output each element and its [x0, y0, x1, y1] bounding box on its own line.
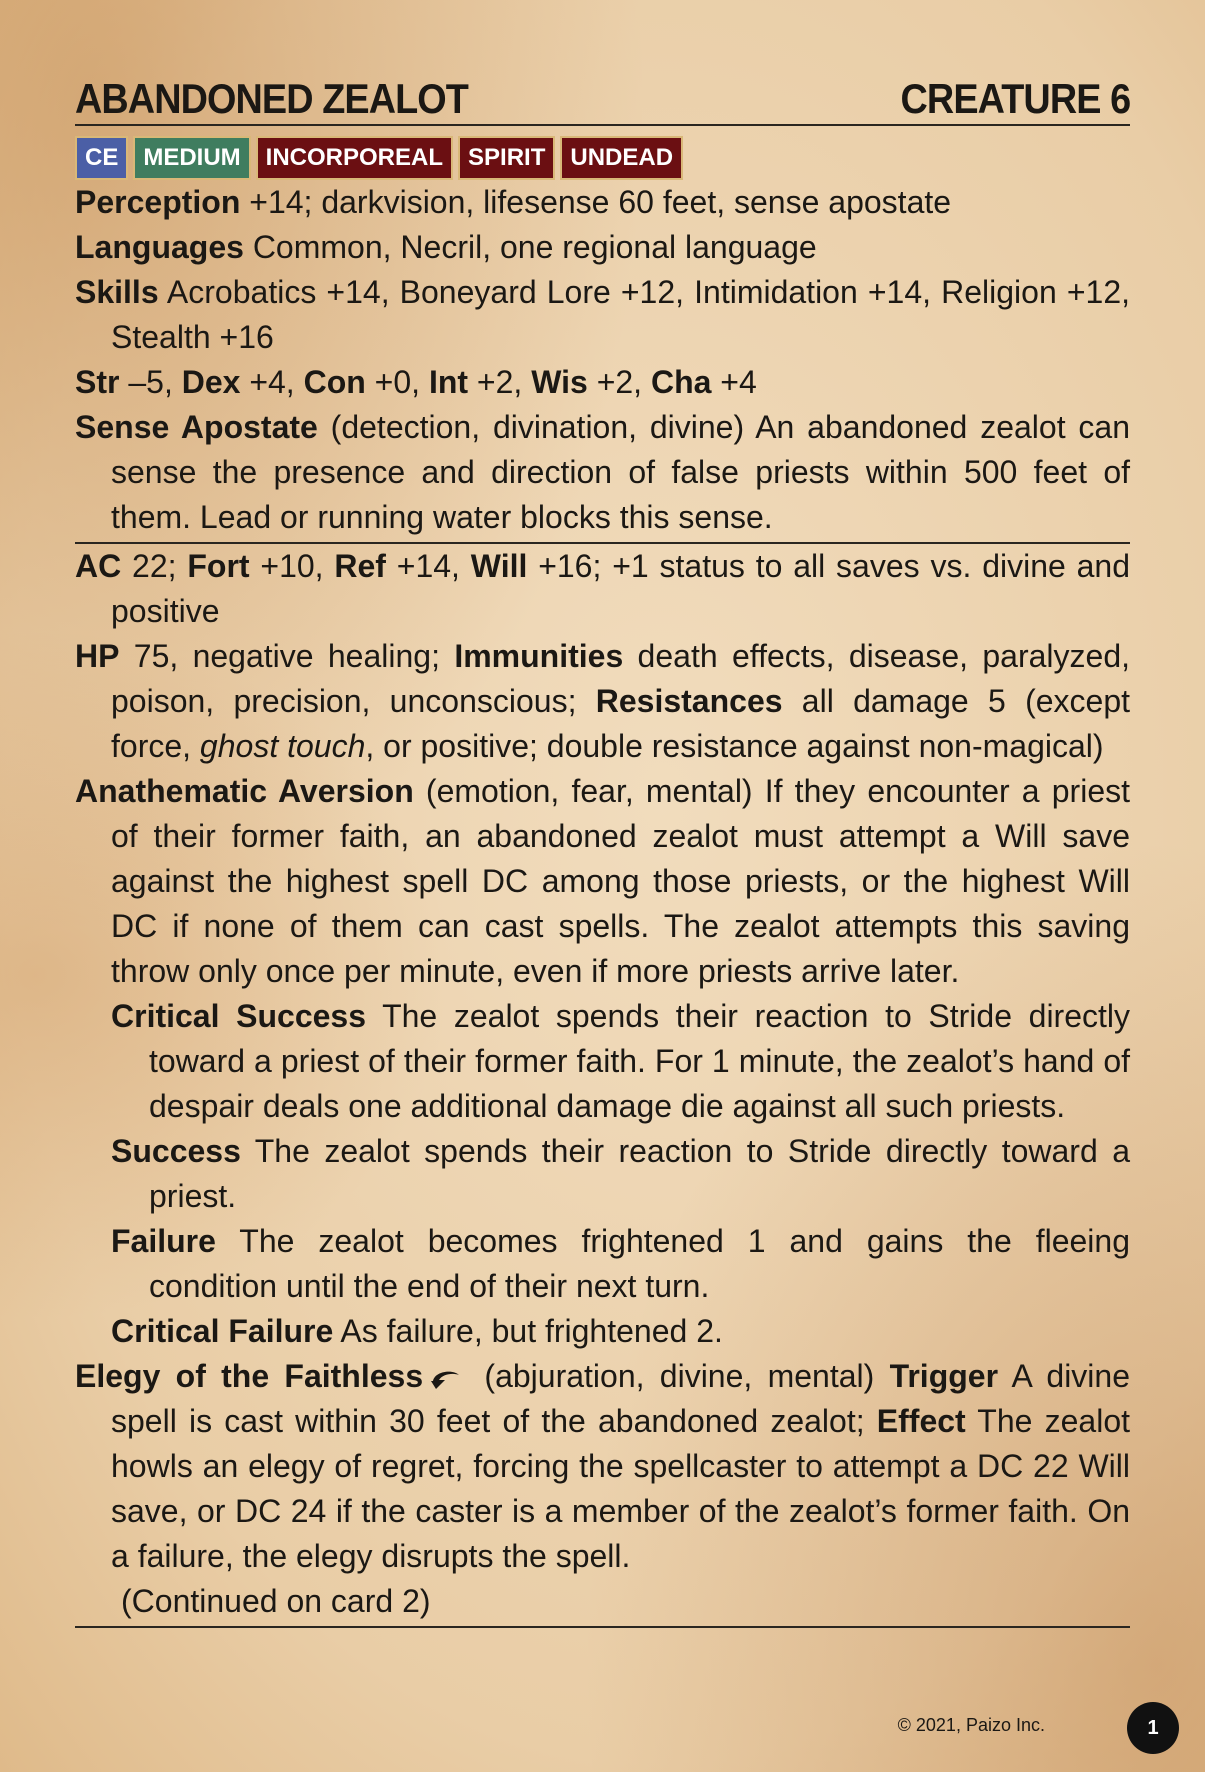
- anathematic-aversion: Anathematic Aversion (emotion, fear, mental) If they encounter a priest of their former faith, an abandoned zealot must attempt a Will save against the highest spell DC among those priests, or the highest Will DC if none of them can cast spells. The zealot attempts this saving throw only once per minute, even if more priests arrive later.: [75, 773, 1131, 989]
- trait-size: MEDIUM: [133, 136, 250, 180]
- trait-undead: UNDEAD: [560, 136, 683, 180]
- sense-apostate: Sense Apostate (detection, divination, divine) An abandoned zealot can sense the presence and direction of false priests within 500 feet of them. Lead or running water blocks this sense.: [75, 409, 1131, 535]
- card-number-badge: 1: [1127, 1702, 1179, 1754]
- degree-critical-success: Critical Success The zealot spends their reaction to Stride directly toward a priest of their former faith. For 1 minute, the zealot’s hand of despair deals one additional damage die against all such priests.: [111, 998, 1130, 1124]
- bottom-divider: [75, 1626, 1130, 1628]
- creature-level: CREATURE 6: [900, 75, 1130, 122]
- stat-card: [75, 68, 1130, 1628]
- skills-line: Skills Acrobatics +14, Boneyard Lore +12, Intimidation +14, Religion +12, Stealth +16: [75, 274, 1130, 355]
- perception-line: Perception +14; darkvision, lifesense 60 feet, sense apostate: [75, 184, 952, 220]
- copyright: © 2021, Paizo Inc.: [897, 1715, 1045, 1735]
- continued-note: (Continued on card 2): [121, 1583, 431, 1619]
- languages-line: Languages Common, Necril, one regional language: [75, 229, 817, 265]
- defense-line: AC 22; Fort +10, Ref +14, Will +16; +1 status to all saves vs. divine and positive: [75, 548, 1131, 629]
- hp-line: HP 75, negative healing; Immunities death effects, disease, paralyzed, poison, precision, unconscious; Resistances all damage 5 (except force, ghost touch, or positive; double resistance against non-magical): [75, 638, 1131, 764]
- degree-critical-failure: Critical Failure As failure, but frightened 2.: [111, 1313, 723, 1349]
- trait-incorporeal: INCORPOREAL: [256, 136, 453, 180]
- creature-name: ABANDONED ZEALOT: [75, 75, 468, 122]
- elegy-of-the-faithless: Elegy of the Faithless (abjuration, divine, mental) Trigger A divine spell is cast within 30 feet of the abandoned zealot; Effect The zealot howls an elegy of regret, forcing the spellcaster to attempt a DC 22 Will save, or DC 24 if the caster is a member of the zealot’s former faith. On a failure, the elegy disrupts the spell.: [75, 1358, 1131, 1574]
- degree-success: Success The zealot spends their reaction to Stride directly toward a priest.: [111, 1133, 1130, 1214]
- degree-failure: Failure The zealot becomes frightened 1 and gains the fleeing condition until the end of their next turn.: [111, 1223, 1130, 1304]
- title-row: [75, 68, 1130, 126]
- trait-spirit: SPIRIT: [458, 136, 555, 180]
- trait-list: [75, 136, 1130, 180]
- reaction-icon: [429, 1367, 463, 1391]
- trait-alignment: CE: [75, 136, 128, 180]
- ability-scores: Str –5, Dex +4, Con +0, Int +2, Wis +2, Cha +4: [75, 364, 757, 400]
